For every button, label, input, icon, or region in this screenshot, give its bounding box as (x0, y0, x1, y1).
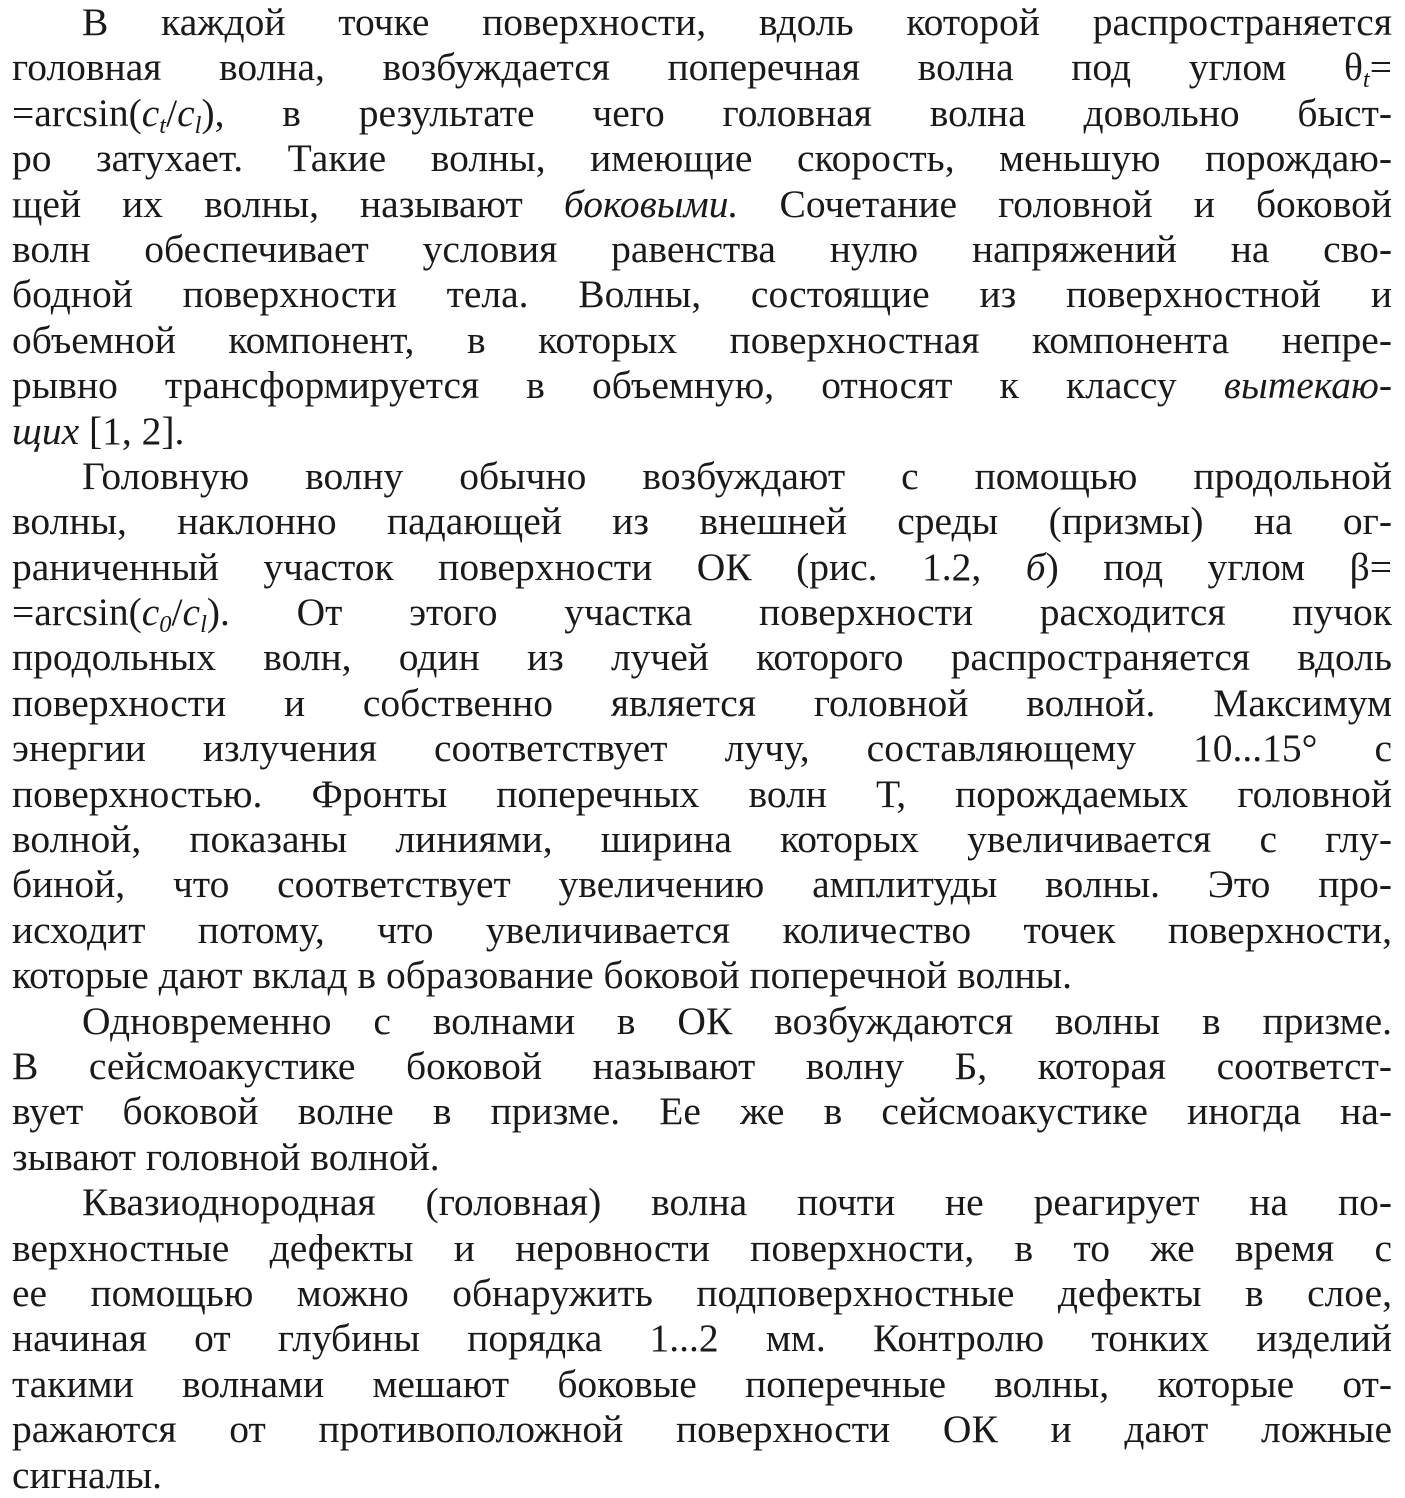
paragraph-2 (12, 454, 1392, 999)
text-line: рывно трансформируется в объемную, относят к классу вытекаю- (12, 363, 1392, 408)
text-line: волн обеспечивает условия равенства нулю напряжений на сво- (12, 226, 1392, 271)
text-line: ее помощью можно обнаружить подповерхностные дефекты в слое, (12, 1270, 1392, 1315)
text-line: $=\arcsin(c_t/c_l)$, в результате чего головная волна довольно быст- (12, 90, 1392, 139)
text-line: объемной компонент, в которых поверхностная компонента непре- (12, 317, 1392, 362)
paragraph-1 (12, 0, 1392, 454)
text-line: В сейсмоакустике боковой называют волну Б, которая соответст- (12, 1043, 1392, 1088)
text-line: бодной поверхности тела. Волны, состоящие из поверхностной и (12, 272, 1392, 317)
text-line: исходит потому, что увеличивается количество точек поверхности, (12, 907, 1392, 952)
text-line: волны, наклонно падающей из внешней среды (призмы) на ог- (12, 499, 1392, 544)
text-line: поверхностью. Фронты поперечных волн Т, порождаемых головной (12, 771, 1392, 816)
paragraph-3 (12, 999, 1392, 1181)
text-line: поверхности и собственно является головной волной. Максимум (12, 680, 1392, 725)
paragraph-4 (12, 1180, 1392, 1498)
text-line: щих [1, 2]. (12, 408, 185, 453)
text-line: начиная от глубины порядка 1...2 мм. Контролю тонких изделий (12, 1316, 1392, 1361)
text-line: биной, что соответствует увеличению амплитуды волны. Это про- (12, 862, 1392, 907)
text-line: Головную волну обычно возбуждают с помощью продольной (82, 453, 1392, 498)
text-line: Одновременно с волнами в ОК возбуждаются волны в призме. (82, 998, 1392, 1043)
text-line: щей их волны, называют боковыми. Сочетание головной и боковой (12, 181, 1392, 226)
text-line: энергии излучения соответствует лучу, составляющему 10...15° с (12, 726, 1392, 771)
text-line: продольных волн, один из лучей которого распространяется вдоль (12, 635, 1392, 680)
text-line: $=\arcsin(c_0/c_l)$. От этого участка поверхности расходится пучок (12, 590, 1392, 638)
text-line: такими волнами мешают боковые поперечные волны, которые от- (12, 1361, 1392, 1406)
text-line: зывают головной волной. (12, 1134, 440, 1179)
text-line: ражаются от противоположной поверхности ОК и дают ложные (12, 1407, 1392, 1452)
text-line: В каждой точке поверхности, вдоль которой распространяется (82, 0, 1392, 44)
text-line: которые дают вклад в образование боковой поперечной волны. (12, 953, 1072, 998)
document-body (12, 0, 1392, 1498)
text-line: головная волна, возбуждается поперечная волна под углом $\theta_t=$ (12, 45, 1392, 94)
text-line: Квазиоднородная (головная) волна почти не реагирует на по- (82, 1180, 1392, 1225)
text-line: раниченный участок поверхности ОК (рис. 1.2, б) под углом β= (12, 544, 1393, 589)
text-line: вует боковой волне в призме. Ее же в сейсмоакустике иногда на- (12, 1089, 1392, 1134)
document-page (12, 0, 1392, 1498)
text-line: ро затухает. Такие волны, имеющие скорость, меньшую порождаю- (12, 136, 1392, 181)
text-line: волной, показаны линиями, ширина которых увеличивается с глу- (12, 817, 1392, 862)
text-line: сигналы. (12, 1452, 163, 1497)
text-line: верхностные дефекты и неровности поверхности, в то же время с (12, 1225, 1392, 1270)
